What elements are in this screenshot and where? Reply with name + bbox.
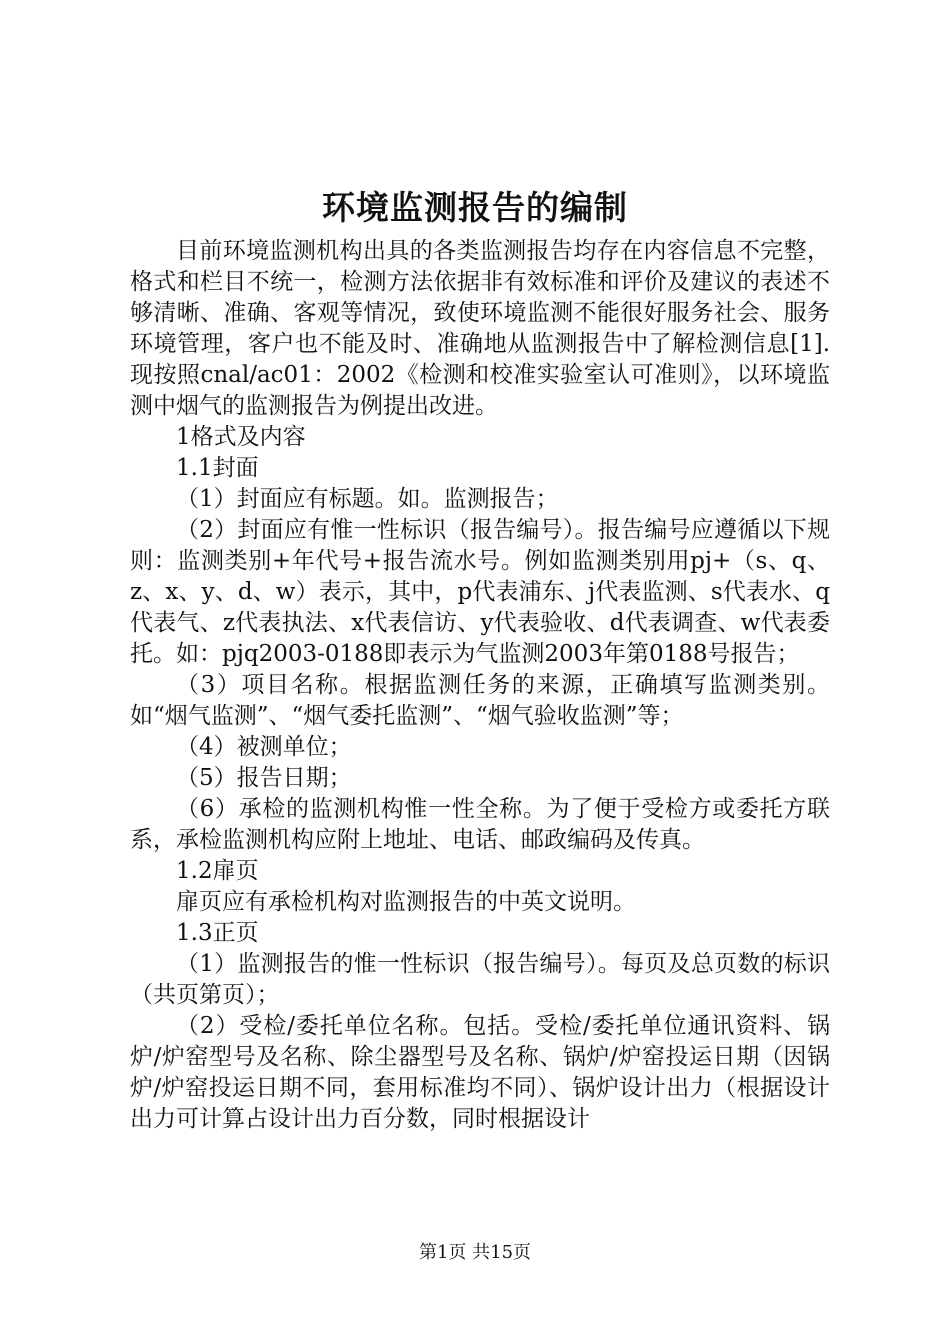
document-body (130, 236, 830, 1135)
paragraph-main-item-1: （1）监测报告的惟一性标识（报告编号）。每页及总页数的标识（共页第页）； (130, 951, 830, 1008)
paragraph-cover-item-1: （1）封面应有标题。如。监测报告； (176, 486, 559, 512)
paragraph-cover-item-4: （4）被测单位； (176, 734, 352, 760)
heading-main-page: 1.3正页 (176, 920, 259, 946)
paragraph-cover-item-2: （2）封面应有惟一性标识（报告编号）。报告编号应遵循以下规则：监测类别+年代号+报告流水号。例如监测类别用pj+（s、q、z、x、y、d、w）表示，其中，p代表浦东、j代表监测、s代表水、q代表气、z代表执法、x代表信访、y代表验收、d代表调查、w代表委托。如：pjq2003-0188即表示为气监测2003年第0188号报告； (130, 517, 830, 667)
page-footer: 第1页 共15页 (418, 1242, 532, 1263)
heading-format-content: 1格式及内容 (176, 424, 306, 450)
paragraph-title-page: 扉页应有承检机构对监测报告的中英文说明。 (176, 889, 636, 915)
paragraph-main-item-2: （2）受检/委托单位名称。包括。受检/委托单位通讯资料、锅炉/炉窑型号及名称、除尘器型号及名称、锅炉/炉窑投运日期（因锅炉/炉窑投运日期不同，套用标准均不同）、锅炉设计出力（根据设计出力可计算占设计出力百分数，同时根据设计 (130, 1013, 830, 1132)
document-title: 环境监测报告的编制 (322, 188, 628, 227)
paragraph-cover-item-6: （6）承检的监测机构惟一性全称。为了便于受检方或委托方联系，承检监测机构应附上地址、电话、邮政编码及传真。 (130, 796, 830, 853)
heading-cover: 1.1封面 (176, 455, 259, 481)
paragraph-cover-item-3: （3）项目名称。根据监测任务的来源，正确填写监测类别。如“烟气监测”、“烟气委托监测”、“烟气验收监测”等； (130, 672, 830, 729)
heading-title-page: 1.2扉页 (176, 858, 259, 884)
paragraph-intro: 目前环境监测机构出具的各类监测报告均存在内容信息不完整，格式和栏目不统一，检测方法依据非有效标准和评价及建议的表述不够清晰、准确、客观等情况，致使环境监测不能很好服务社会、服务环境管理，客户也不能及时、准确地从监测报告中了解检测信息[1].现按照cnal/ac01：2002《检测和校准实验室认可准则》，以环境监测中烟气的监测报告为例提出改进。 (130, 238, 830, 419)
paragraph-cover-item-5: （5）报告日期； (176, 765, 352, 791)
